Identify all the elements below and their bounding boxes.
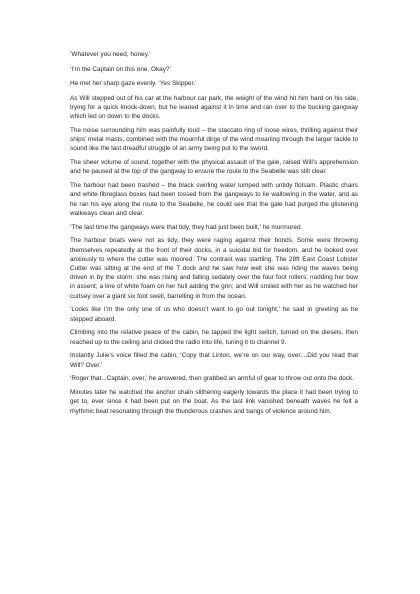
- paragraph: ‘The last time the gangways were that tidy, they had just been built,’ he murmured.: [70, 223, 303, 231]
- body-text: [70, 50, 358, 420]
- paragraph: He met her sharp gaze evenly. ‘Yes Skipper.’: [70, 80, 197, 88]
- paragraph: ‘Roger that...Captain, over,’ he answered, then grabbed an armful of gear to throw out onto the dock.: [70, 375, 354, 383]
- paragraph: ‘I’m the Captain on this one. Okay?’: [70, 65, 171, 73]
- paragraph: As Will stepped out of his car at the harbour car park, the weight of the wind hit him hard on his side, trying for a quick knock-down, but he leaned against it in time and ran over to the bucking gangway which led on down to the docks.: [70, 94, 358, 121]
- paragraph: ‘Looks like I’m the only one of us who doesn’t want to go out tonight,’ he said in greeting as he stepped aboard.: [70, 306, 358, 323]
- paragraph: Minutes later he watched the anchor chain slithering eagerly towards the place it had been trying to get to, ever since it had been put on the boat. As the last link vanished beneath waves he felt a rhythmic beat resonating through the thunderous crashes and bangs of violence around him.: [70, 389, 358, 415]
- paragraph: The harbour had been trashed – the black swirling water lumped with untidy flotsam. Plastic chairs and white fibreglass boxes had been tossed from the gangways to lie wallowing in the water, and as he ran his eye along the route to the Seabelle, he could see that the gale had purged the glistening walkways clean and clear.: [70, 182, 358, 217]
- paragraph: The noise surrounding him was painfully loud – the staccato ring of loose wires, thrilling against their ships’ metal masts, combined with the mournful dirge of the wind moaning through the larger tackle to sound like the last dreadful struggle of an army being put to the sword.: [70, 126, 358, 153]
- paragraph: ‘Whatever you need, honey.’: [70, 51, 151, 58]
- paragraph: Instantly Julie’s voice filled the cabin, ‘Copy that Linton, we’re on our way, over....Did you read that Will? Over.’: [70, 352, 358, 369]
- paragraph: The harbour boats were not as tidy, they were raging against their bonds. Some were throwing themselves repeatedly at the front of their docks, in a suicidal bid for freedom, and he looked over anxiously to where the cutter was moored. The contrast was startling. The 28ft East Coast Lobster Cutter was sitting at the end of the T dock and he saw how well she was riding the waves being driven in by the storm: she was rising and falling sedately over the four foot rollers; nodding her bow in assent; a line of white foam on her hull adding the grin; and Will smiled with her as he watched her curtsey over a giant six foot swell, barrelling in from the ocean.: [70, 237, 358, 300]
- paragraph: The sheer volume of sound, together with the physical assault of the gale, raised Will’s apprehension and he paused at the top of the gangway to ensure the route to the Seabelle was still clear.: [70, 159, 358, 176]
- paragraph: Climbing into the relative peace of the cabin, he tapped the light switch, turned on the diesels, then reached up to the ceiling and clicked the radio into life, tuning it to channel 9.: [70, 329, 358, 346]
